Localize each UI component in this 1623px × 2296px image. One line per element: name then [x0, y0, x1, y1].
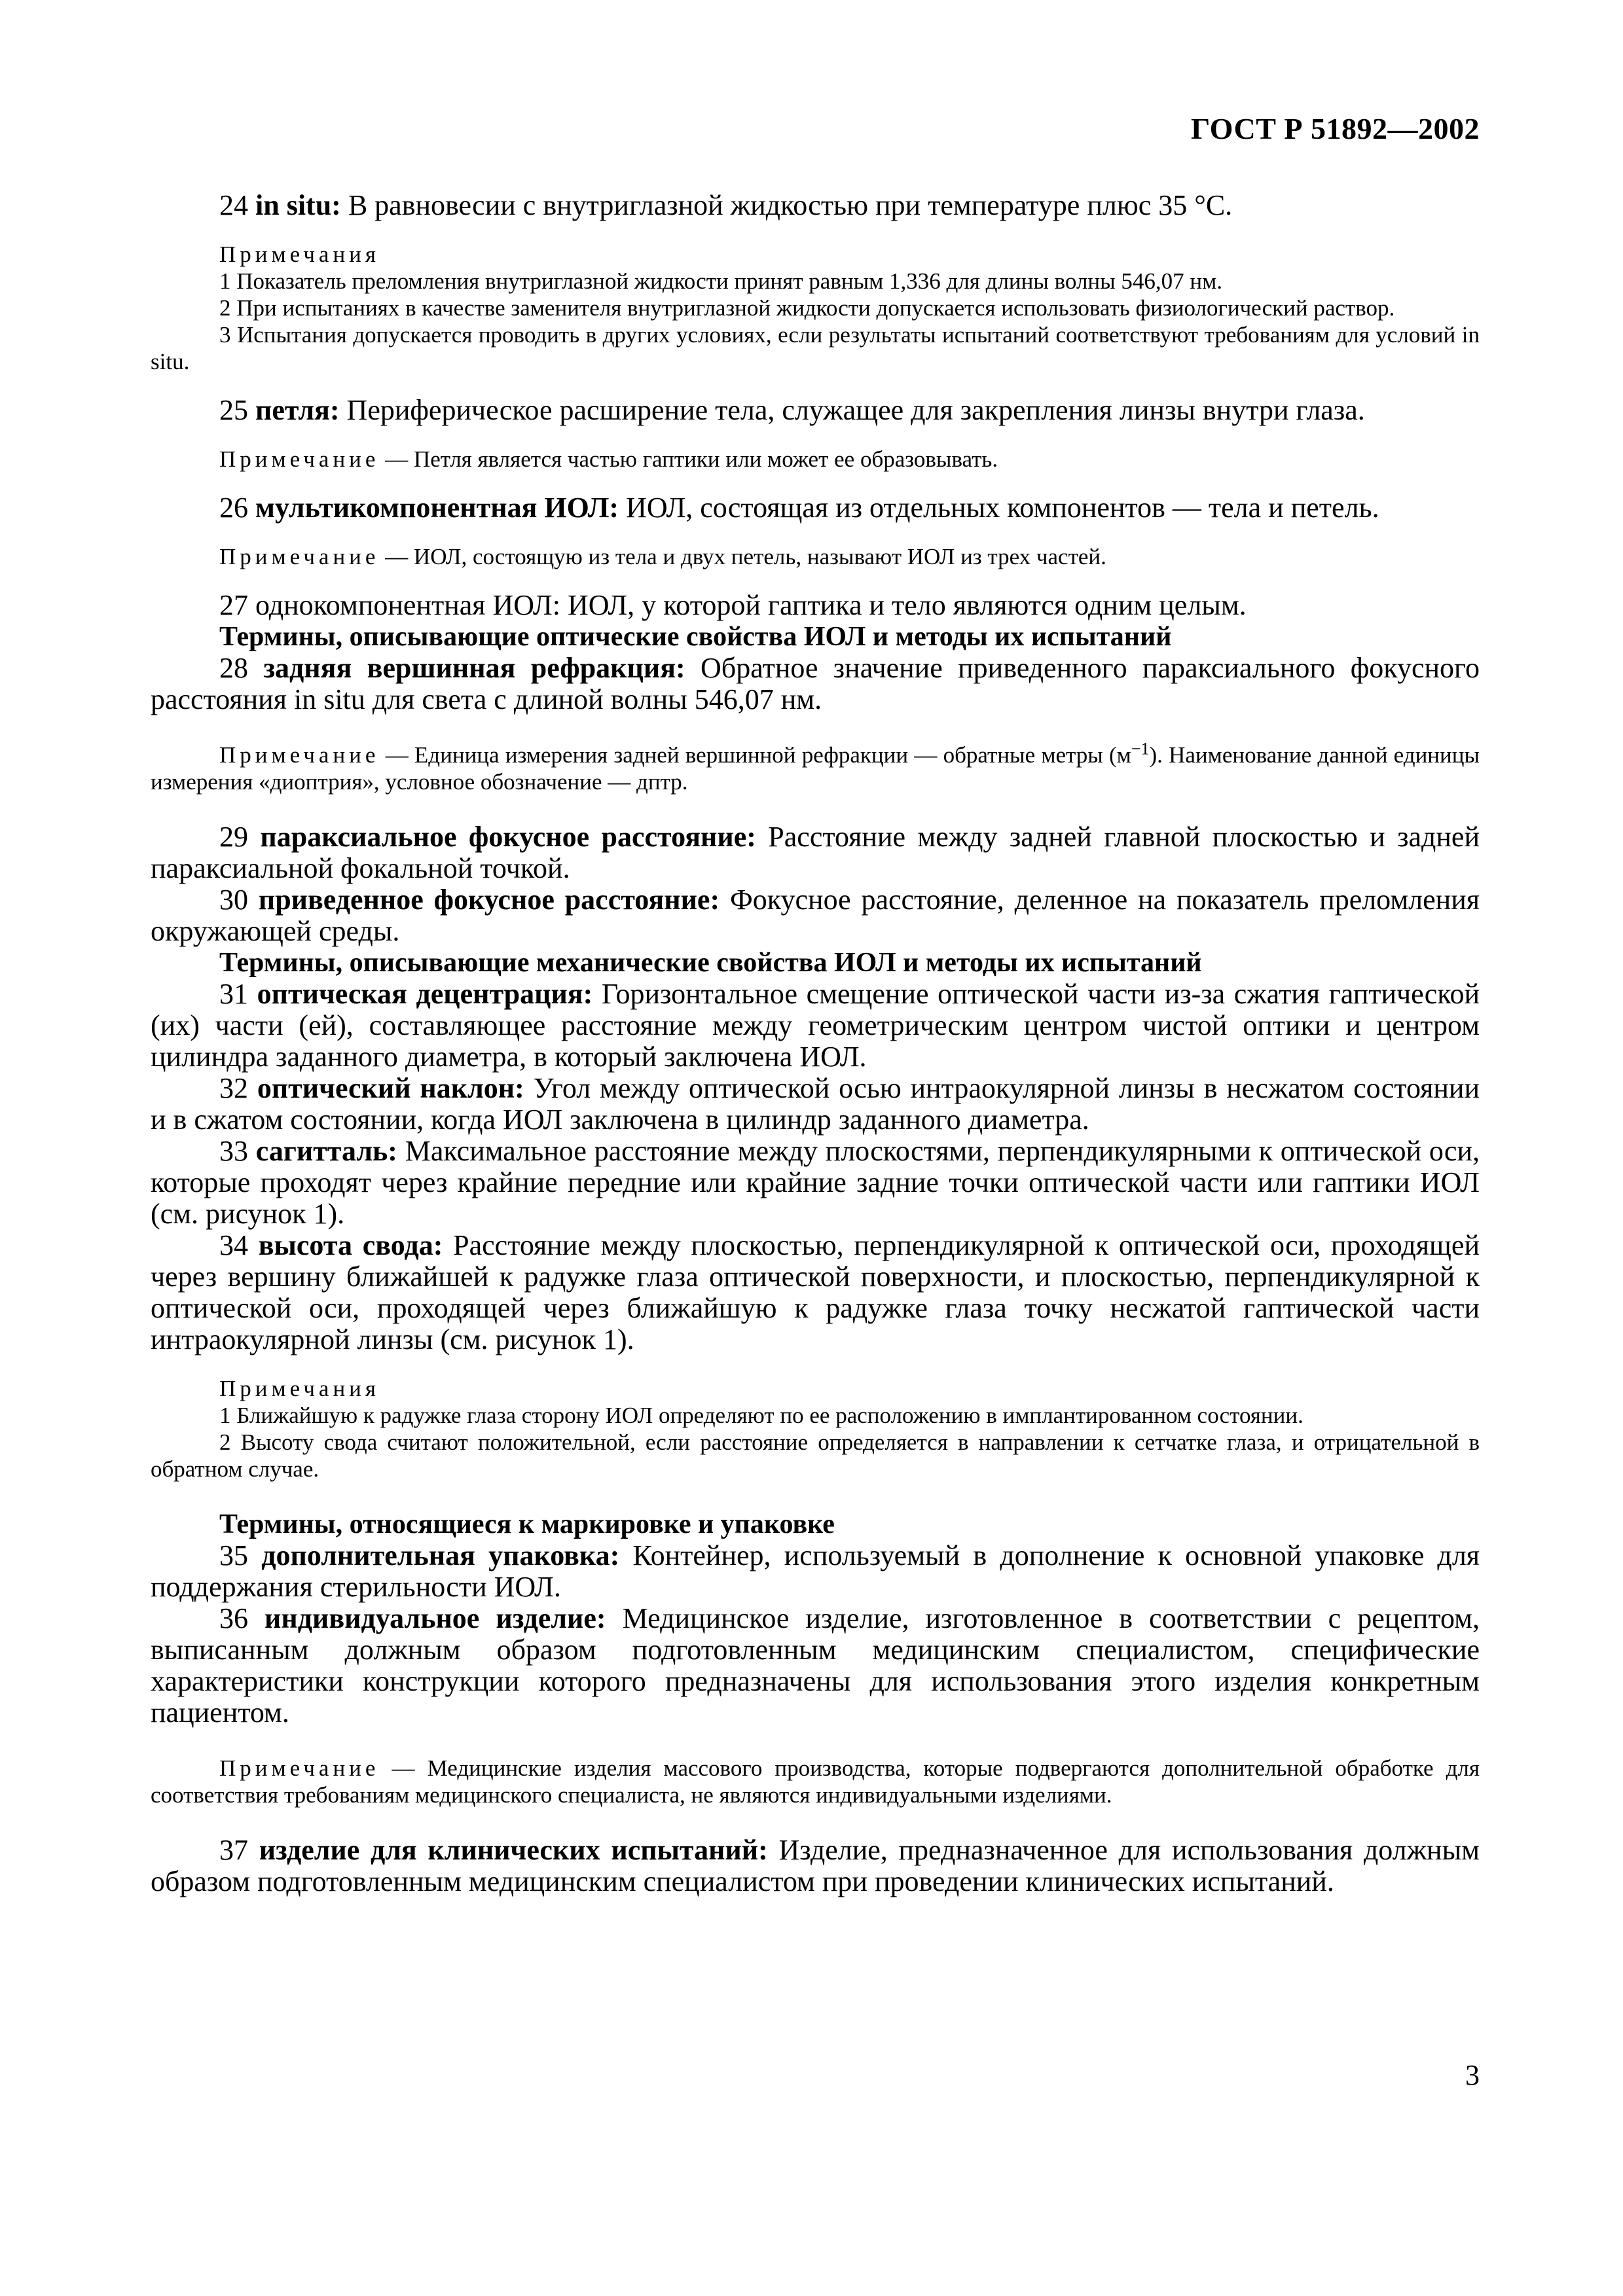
term-26	[151, 492, 1480, 524]
term-29	[151, 821, 1480, 884]
document-code-header: ГОСТ Р 51892—2002	[1191, 112, 1480, 145]
term-31	[151, 978, 1480, 1073]
section-heading-mechanical: Термины, описывающие механические свойства ИОЛ и методы их испытаний	[219, 948, 1202, 978]
term-definition: В равновесии с внутриглазной жидкостью при температуре плюс 35 °С.	[340, 189, 1233, 221]
note-line: 2 Высоту свода считают положительной, если расстояние определяется в направлении к сетчатке глаза, и отрицательной в обратном случае.	[151, 1429, 1480, 1482]
term-name: индивидуальное изделие:	[264, 1602, 606, 1634]
notes-title: Примечания	[219, 242, 380, 267]
term-27	[151, 590, 1480, 621]
note-text: — Единица измерения задней вершинной рефракции — обратные метры (м	[379, 742, 1131, 768]
term-definition: Изделие, предназначенное для использования должным образом подготовленным медицинским специалистом при проведении клинических испытаний.	[151, 1834, 1480, 1897]
note-label: Примечание	[219, 1755, 380, 1781]
term-definition: однокомпонентная ИОЛ: ИОЛ, у которой гаптика и тело являются одним целым.	[255, 589, 1247, 621]
section-heading-labeling: Термины, относящиеся к маркировке и упаковке	[219, 1509, 835, 1539]
term-number: 32	[219, 1072, 248, 1104]
note-label: Примечание	[219, 742, 380, 768]
term-36	[151, 1603, 1480, 1729]
note-36	[151, 1755, 1480, 1808]
note-line: 1 Показатель преломления внутриглазной жидкости принят равным 1,336 для длины волны 546,07 нм.	[219, 268, 1223, 294]
term-definition: Контейнер, используемый в дополнение к основной упаковке для поддержания стерильности ИОЛ.	[151, 1539, 1480, 1603]
term-37	[151, 1835, 1480, 1897]
term-28	[151, 653, 1480, 715]
term-definition: Горизонтальное смещение оптической части из-за сжатия гаптической (их) части (ей), составляющее расстояние между геометрическим центром чистой оптики и центром цилиндра заданного диаметра, в который заключена ИОЛ.	[151, 978, 1480, 1073]
term-number: 26	[219, 492, 248, 524]
note-text: — Петля является частью гаптики или может ее образовывать.	[379, 446, 998, 472]
note-label: Примечание	[219, 544, 380, 569]
term-name: оптический наклон:	[257, 1072, 524, 1104]
term-name: параксиальное фокусное расстояние:	[260, 821, 756, 853]
term-name: дополнительная упаковка:	[261, 1539, 620, 1571]
term-name: задняя вершинная рефракция:	[263, 652, 685, 684]
term-number: 29	[219, 821, 248, 853]
term-definition: Периферическое расширение тела, служащее для закрепления линзы внутри глаза.	[339, 394, 1365, 426]
term-number: 36	[219, 1602, 248, 1634]
term-definition: Угол между оптической осью интраокулярной линзы в несжатом состоянии и в сжатом состоянии, когда ИОЛ заключена в цилиндр заданного диаметра.	[151, 1072, 1480, 1136]
note-line: 1 Ближайшую к радужке глаза сторону ИОЛ определяют по ее расположению в имплантированном состоянии.	[219, 1403, 1304, 1428]
term-definition: Расстояние между задней главной плоскостью и задней параксиальной фокальной точкой.	[151, 821, 1480, 884]
term-definition: Фокусное расстояние, деленное на показатель преломления окружающей среды.	[151, 884, 1480, 947]
term-32	[151, 1073, 1480, 1136]
term-name: оптическая децентрация:	[257, 978, 593, 1010]
term-30	[151, 884, 1480, 947]
term-number: 30	[219, 884, 248, 916]
document-body	[151, 190, 1480, 1897]
section-heading-optical: Термины, описывающие оптические свойства ИОЛ и методы их испытаний	[219, 622, 1172, 652]
term-name: мультикомпонентная ИОЛ:	[255, 492, 619, 524]
term-name: высота свода:	[258, 1229, 443, 1261]
term-number: 31	[219, 978, 248, 1010]
term-name: петля:	[255, 394, 340, 426]
term-definition: Максимальное расстояние между плоскостями, перпендикулярными к оптической оси, которые проходят через крайние передние или крайние задние точки оптической части или гаптики ИОЛ (см. рисунок 1).	[151, 1135, 1480, 1230]
note-25	[151, 446, 1480, 473]
term-definition: Расстояние между плоскостью, перпендикулярной к оптической оси, проходящей через вершину ближайшей к радужке глаза оптической поверхности, и плоскостью, перпендикулярной к оптической оси, проходящей через ближайшую к радужке глаза точку несжатой гаптической части интраокулярной линзы (см. рисунок 1).	[151, 1229, 1480, 1355]
term-number: 37	[219, 1834, 248, 1866]
term-number: 27	[219, 589, 248, 621]
note-line: 2 При испытаниях в качестве заменителя внутриглазной жидкости допускается использовать физиологический раствор.	[219, 295, 1395, 321]
term-number: 33	[219, 1135, 248, 1167]
term-name: сагитталь:	[255, 1135, 397, 1167]
term-number: 28	[219, 652, 248, 684]
term-number: 34	[219, 1229, 248, 1261]
note-line: 3 Испытания допускается проводить в других условиях, если результаты испытаний соответствуют требованиям для условий in situ.	[151, 322, 1480, 374]
note-text: — ИОЛ, состоящую из тела и двух петель, называют ИОЛ из трех частей.	[379, 544, 1106, 569]
term-33	[151, 1136, 1480, 1230]
superscript: −1	[1131, 739, 1150, 759]
note-label: Примечание	[219, 446, 380, 472]
term-name: изделие для клинических испытаний:	[259, 1834, 768, 1866]
term-25	[151, 395, 1480, 426]
notes-title: Примечания	[219, 1376, 380, 1401]
term-name: in situ:	[255, 189, 341, 221]
note-28	[151, 739, 1480, 795]
term-definition: Обратное значение приведенного параксиального фокусного расстояния in situ для света с длиной волны 546,07 нм.	[151, 652, 1480, 715]
note-text: — Медицинские изделия массового производства, которые подвергаются дополнительной обработке для соответствия требованиям медицинского специалиста, не являются индивидуальными изделиями.	[151, 1755, 1480, 1808]
term-35	[151, 1540, 1480, 1603]
term-number: 24	[219, 189, 248, 221]
term-34	[151, 1230, 1480, 1355]
term-24	[151, 190, 1480, 221]
term-number: 25	[219, 394, 248, 426]
note-26	[151, 543, 1480, 570]
page-number: 3	[1465, 2059, 1480, 2091]
term-name: приведенное фокусное расстояние:	[258, 884, 720, 916]
term-definition: ИОЛ, состоящая из отдельных компонентов — тела и петель.	[619, 492, 1379, 524]
term-definition: Медицинское изделие, изготовленное в соответствии с рецептом, выписанным должным образом подготовленным медицинским специалистом, специфические характеристики конструкции которого предназначены для использования этого изделия конкретным пациентом.	[151, 1602, 1480, 1729]
note-text: ). Наименование данной единицы измерения «диоптрия», условное обозначение — дптр.	[151, 742, 1480, 795]
term-number: 35	[219, 1539, 248, 1571]
